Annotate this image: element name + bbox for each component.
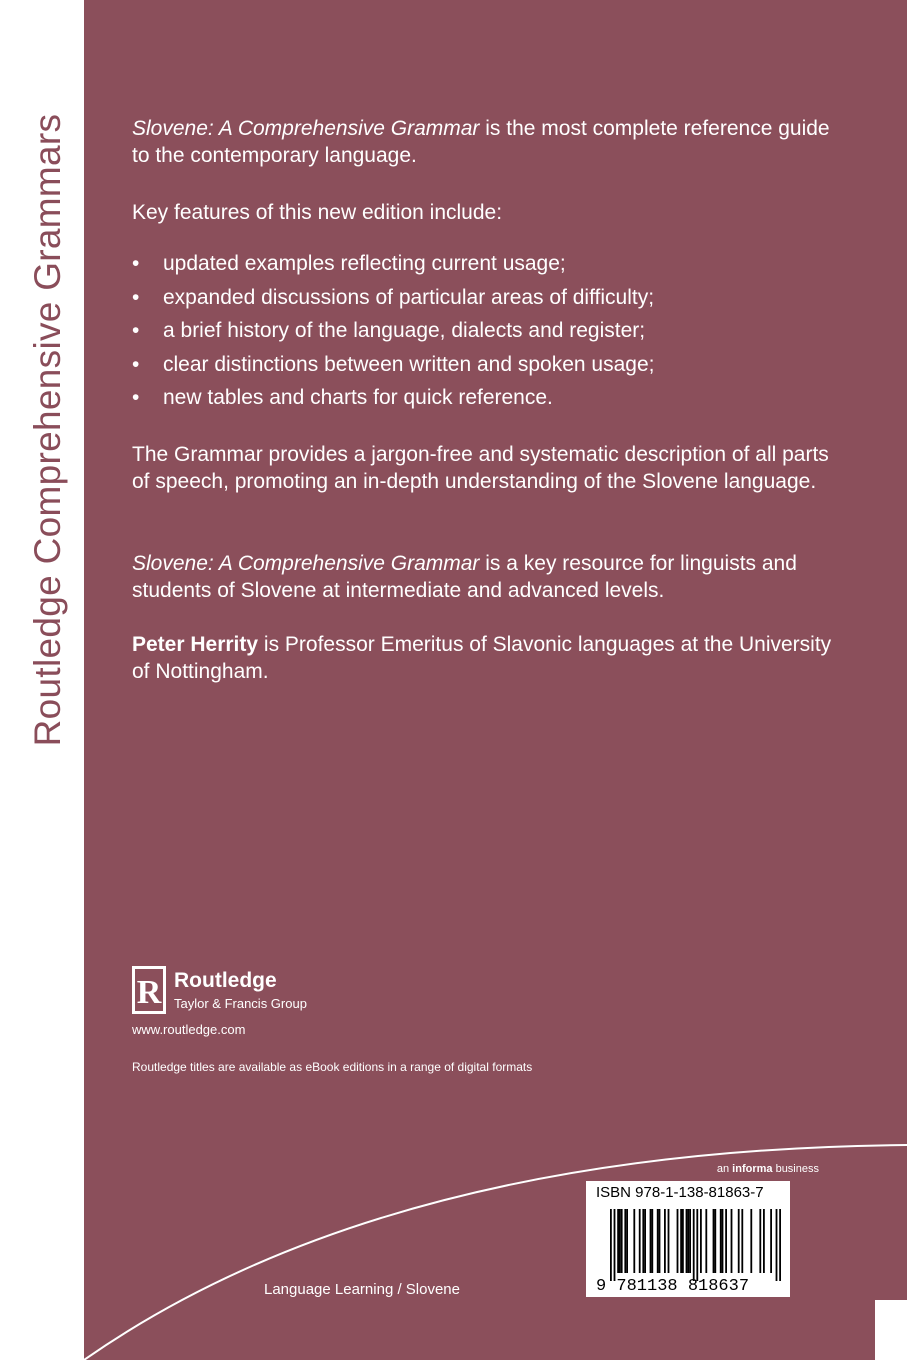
barcode-bar: [657, 1209, 659, 1273]
barcode-bar: [680, 1209, 682, 1273]
feature-item: • a brief history of the language, dialects and register;: [132, 317, 654, 351]
barcode-bar: [687, 1209, 689, 1273]
barcode-bar: [720, 1209, 722, 1273]
barcode-bar: [763, 1209, 765, 1273]
barcode-bar: [677, 1209, 679, 1273]
resource-book-title: Slovene: A Comprehensive Grammar: [132, 552, 480, 575]
barcode-bar: [738, 1209, 740, 1273]
barcode-bar: [682, 1209, 684, 1273]
corner-strip: [875, 1300, 907, 1360]
barcode-bar: [642, 1209, 644, 1273]
author-name: Peter Herrity: [132, 633, 259, 656]
author-paragraph: [132, 631, 832, 685]
barcode-bar: [614, 1209, 616, 1281]
barcode-bar: [689, 1209, 691, 1273]
intro-paragraph: [132, 115, 832, 169]
barcode-bar: [759, 1209, 761, 1273]
publisher-group: Taylor & Francis Group: [174, 996, 307, 1011]
barcode-digits: 9 781138 818637: [596, 1277, 750, 1296]
barcode-bar: [779, 1209, 781, 1281]
barcode-bar: [696, 1209, 698, 1281]
barcode-bar: [700, 1209, 702, 1273]
intro-text: is the most complete reference guide to the contemporary language.: [132, 117, 830, 167]
spine: [0, 0, 84, 1360]
barcode-bar: [639, 1209, 641, 1273]
barcode-bar: [750, 1209, 752, 1273]
barcode-bar: [621, 1209, 623, 1273]
feature-item: • new tables and charts for quick reference.: [132, 384, 654, 418]
barcode-bar: [617, 1209, 619, 1273]
series-title: Routledge Comprehensive Grammars: [27, 113, 68, 747]
barcode-bar: [668, 1209, 670, 1273]
resource-text: is a key resource for linguists and students of Slovene at intermediate and advanced levels.: [132, 552, 797, 602]
barcode-bar: [714, 1209, 716, 1273]
publisher-name: Routledge: [174, 969, 277, 992]
informa-label: an informa business: [716, 1163, 819, 1175]
grammar-paragraph: The Grammar provides a jargon-free and systematic description of all parts of speech, promoting an in-depth understanding of the Slovene language.: [132, 443, 829, 493]
features-list: [132, 250, 654, 418]
barcode-bar: [741, 1209, 743, 1273]
barcode-bar: [664, 1209, 666, 1273]
logo-letter: R: [136, 974, 162, 1011]
isbn-barcode-box: [586, 1181, 790, 1297]
barcode-bar: [624, 1209, 626, 1273]
barcode-icon: [586, 1205, 790, 1297]
barcode-bar: [651, 1209, 653, 1273]
informa-brand: informa: [732, 1163, 773, 1175]
barcode-bar: [776, 1209, 778, 1281]
feature-item: • updated examples reflecting current usage;: [132, 250, 654, 284]
barcode-bar: [731, 1209, 733, 1273]
barcode-bar: [713, 1209, 715, 1273]
feature-item: • expanded discussions of particular areas of difficulty;: [132, 284, 654, 318]
author-bio: is Professor Emeritus of Slavonic languages at the University of Nottingham.: [132, 633, 832, 683]
website-url: www.routledge.com: [132, 1022, 246, 1037]
barcode-bar: [722, 1209, 724, 1273]
subject-category: Language Learning / Slovene: [264, 1281, 460, 1298]
barcode-bar: [686, 1209, 688, 1273]
back-cover: [84, 0, 907, 1360]
routledge-logo-icon: [132, 966, 166, 1014]
barcode-bar: [644, 1209, 646, 1273]
barcode-bar: [650, 1209, 652, 1273]
resource-paragraph: [132, 550, 832, 604]
barcode-bar: [770, 1209, 772, 1273]
features-intro: Key features of this new edition include:: [132, 201, 503, 224]
isbn-number: ISBN 978-1-138-81863-7: [596, 1184, 764, 1201]
ebook-note: Routledge titles are available as eBook editions in a range of digital formats: [132, 1060, 533, 1074]
barcode-bar: [705, 1209, 707, 1273]
barcode-bar: [659, 1209, 661, 1273]
barcode-bar: [725, 1209, 727, 1273]
intro-book-title: Slovene: A Comprehensive Grammar: [132, 117, 480, 140]
publisher-logo: [132, 966, 332, 1016]
barcode-bar: [610, 1209, 612, 1281]
barcode-bar: [693, 1209, 695, 1281]
barcode-bar: [626, 1209, 628, 1273]
barcode-bar: [633, 1209, 635, 1273]
barcode-bar: [619, 1209, 621, 1273]
feature-item: • clear distinctions between written and spoken usage;: [132, 351, 654, 385]
